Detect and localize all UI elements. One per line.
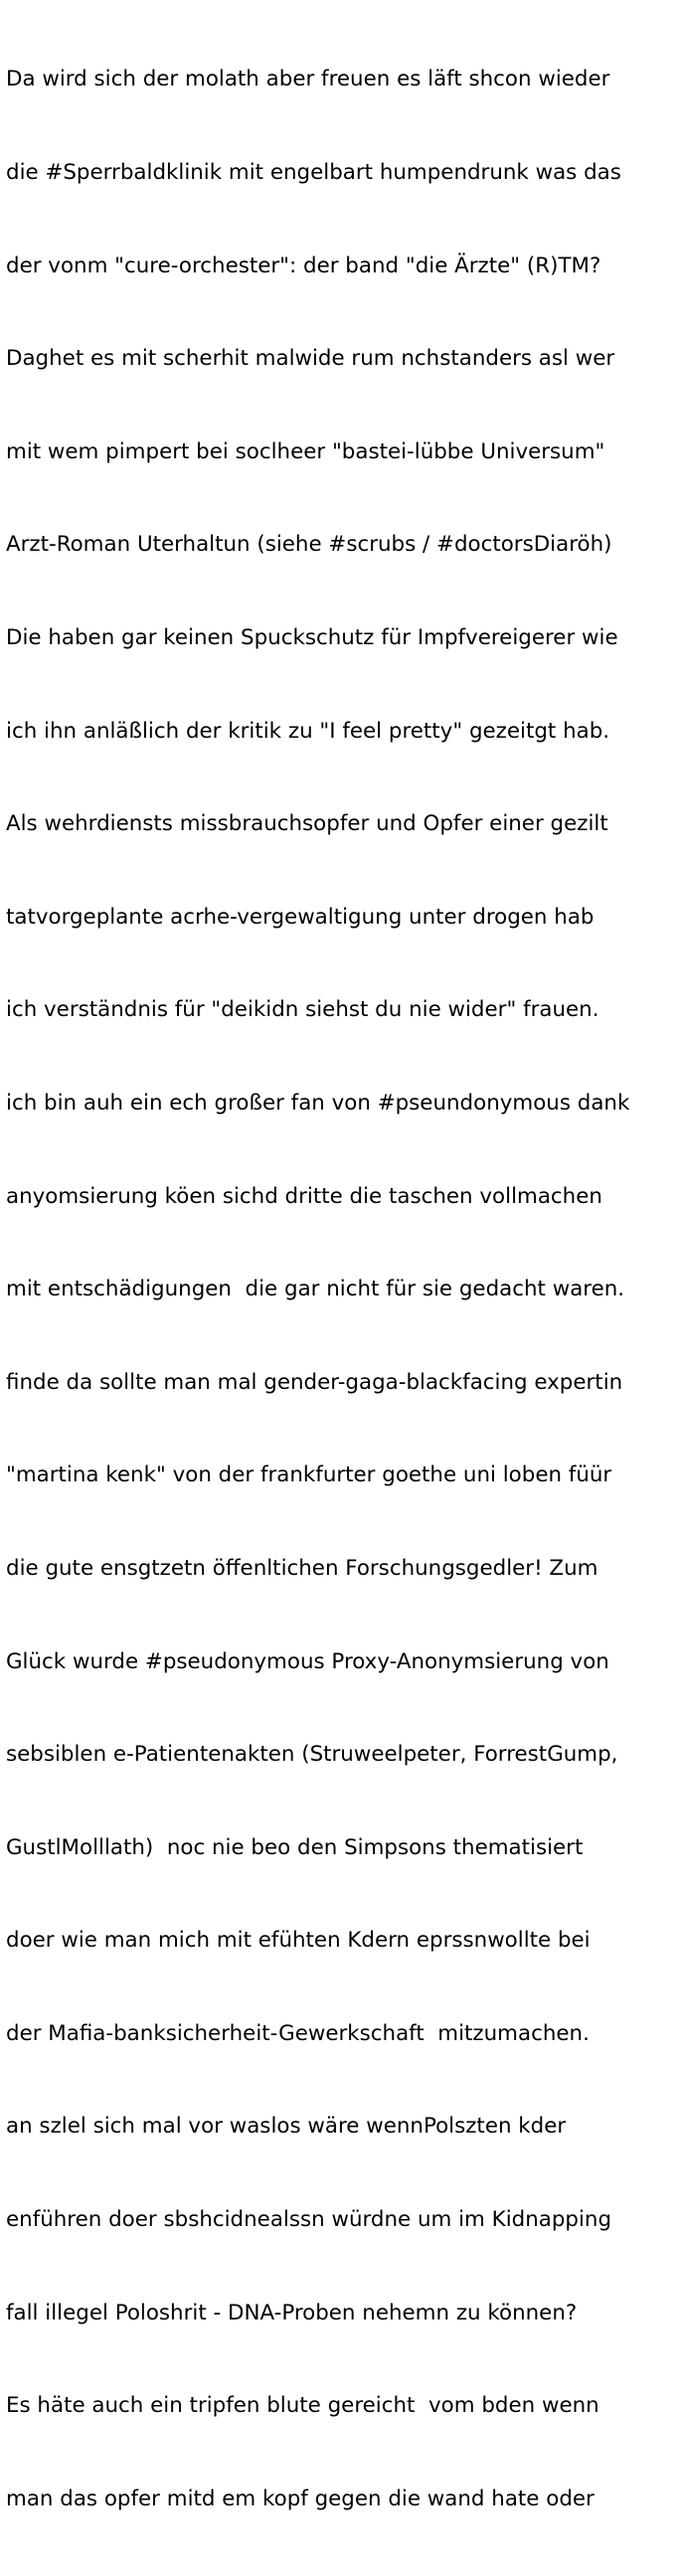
text-line: der vonm "cure-orchester": der band "die Ärzte" (R)TM? (6, 253, 601, 278)
text-line: Die haben gar keinen Spuckschutz für Impfvereigerer wie (6, 624, 618, 650)
text-line: doer wie man mich mit efühten Kdern eprssnwollte bei (6, 1928, 591, 1954)
text-line: enführen doer sbshcidnealssn würdne um im Kidnapping (6, 2207, 612, 2233)
text-line: man das opfer mitd em kopf gegen die wand hate oder (6, 2486, 595, 2511)
text-line: GustlMolllath) noc nie beo den Simpsons thematisiert (6, 1834, 584, 1860)
text-line: Daghet es mit scherhit malwide rum nchstanders asl wer (6, 346, 615, 372)
text-line: ich verständnis für "deikidn siehst du nie wider" frauen. (6, 997, 599, 1023)
text-line: tatvorgeplante acrhe-vergewaltigung unter drogen hab (6, 904, 595, 930)
text-line: die gute ensgtzetn öffenltichen Forschungsgedler! Zum (6, 1555, 598, 1581)
text-line: Glück wurde #pseudonymous Proxy-Anonymsierung von (6, 1648, 609, 1674)
text-line: Da wird sich der molath aber freuen es läft shcon wieder (6, 67, 610, 92)
text-line: Es häte auch ein tripfen blute gereicht vom bden wenn (6, 2393, 599, 2419)
text-line: "martina kenk" von der frankfurter goethe uni loben füür (6, 1462, 612, 1488)
text-line: Als wehrdiensts missbrauchsopfer und Opfer einer gezilt (6, 811, 608, 837)
text-line: fall illegel Poloshrit - DNA-Proben nehemn zu können? (6, 2300, 578, 2325)
text-line: der Mafia-banksicherheit-Gewerkschaft mitzumachen. (6, 2020, 590, 2046)
text-line: Arzt-Roman Uterhaltun (siehe #scrubs / #doctorsDiaröh) (6, 532, 612, 558)
text-line: an szlel sich mal vor waslos wäre wennPolszten kder (6, 2114, 567, 2140)
text-line: ich bin auh ein ech großer fan von #pseundonymous dank (6, 1090, 630, 1116)
text-line: finde da sollte man mal gender-gaga-blackfacing expertin (6, 1369, 623, 1395)
text-line: anyomsierung köen sichd dritte die taschen vollmachen (6, 1183, 602, 1209)
text-line: sebsiblen e-Patientenakten (Struweelpeter, ForrestGump, (6, 1742, 618, 1768)
text-line: die #Sperrbaldklinik mit engelbart humpendrunk was das (6, 160, 621, 185)
text-line: mit wem pimpert bei soclheer "bastei-lübbe Universum" (6, 438, 605, 464)
text-line: mit entschädigungen die gar nicht für sie gedacht waren. (6, 1277, 625, 1302)
document-text (6, 2, 678, 2576)
text-line: ich ihn anläßlich der kritik zu "I feel pretty" gezeitgt hab. (6, 718, 610, 744)
